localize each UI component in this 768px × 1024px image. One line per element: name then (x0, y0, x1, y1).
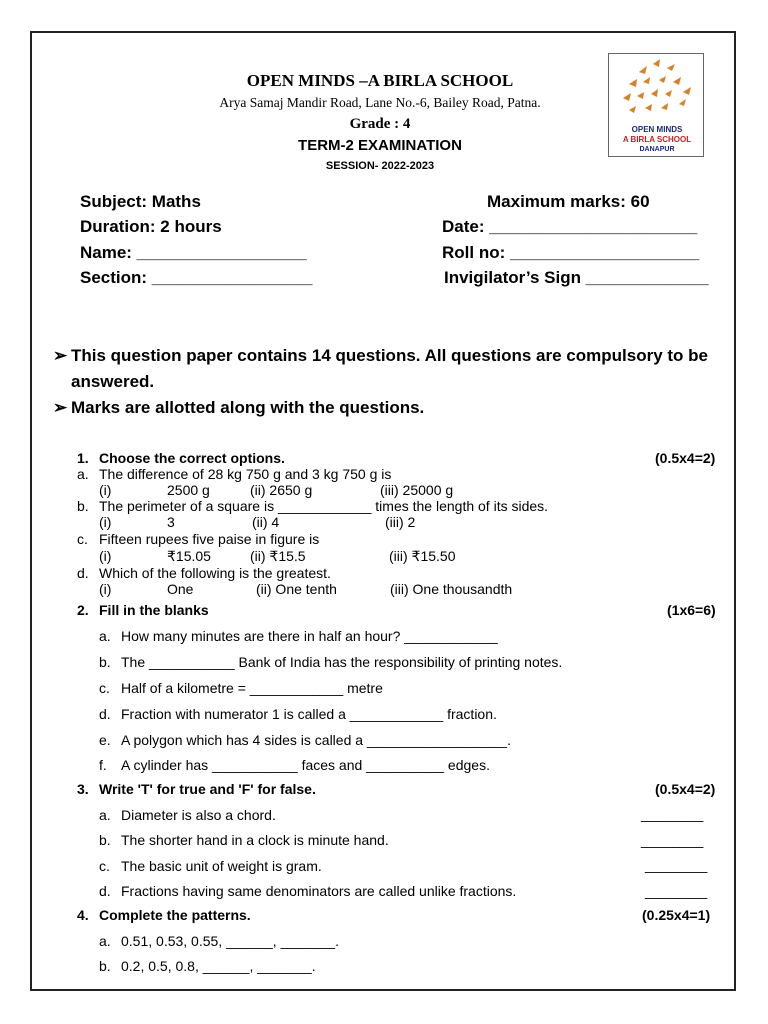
subject-field: Subject: Maths (80, 192, 201, 211)
q2c-text: Half of a kilometre = ____________ metre (121, 680, 383, 696)
q1d-opt-iii: (iii) One thousandth (390, 581, 513, 597)
q2e-text: A polygon which has 4 sides is called a __________________. (121, 732, 511, 748)
q1-title: Choose the correct options. (99, 450, 285, 466)
max-marks: Maximum marks: 60 (487, 192, 650, 211)
name-field: Name: __________________ (80, 243, 307, 262)
instruction-2: Marks are allotted along with the questions. (71, 398, 425, 417)
q2e-label: e. (99, 732, 111, 748)
q2b-text: The ___________ Bank of India has the responsibility of printing notes. (121, 654, 563, 670)
q3c-answer-blank: ________ (645, 857, 708, 873)
q1a-label: a. (77, 466, 89, 482)
q4-number: 4. (77, 907, 89, 923)
q4a-text: 0.51, 0.53, 0.55, ______, _______. (121, 933, 339, 949)
q1-number: 1. (77, 450, 89, 466)
q4a-label: a. (99, 933, 111, 949)
date-field: Date: ______________________ (442, 217, 698, 236)
q1b-opt-i: 3 (167, 514, 175, 530)
school-address: Arya Samaj Mandir Road, Lane No.-6, Bailey Road, Patna. (219, 95, 541, 110)
q2d-label: d. (99, 706, 111, 722)
school-name: OPEN MINDS –A BIRLA SCHOOL (246, 71, 514, 90)
q1b-opt-label: (i) (99, 514, 112, 530)
logo-text-birla: A BIRLA SCHOOL (622, 135, 692, 144)
q3c-text: The basic unit of weight is gram. (121, 858, 322, 874)
q3a-text: Diameter is also a chord. (121, 807, 276, 823)
q3d-answer-blank: ________ (645, 883, 708, 899)
q1a-opt-ii: (ii) 2650 g (250, 482, 313, 498)
q1c-opt-label: (i) (99, 548, 112, 564)
q3b-answer-blank: ________ (641, 832, 704, 848)
instruction-1: This question paper contains 14 questions. All questions are compulsory to be (71, 346, 708, 365)
grade: Grade : 4 (349, 116, 411, 132)
q1c-opt-iii: (iii) ₹15.50 (389, 548, 456, 564)
section-field: Section: _________________ (80, 268, 313, 287)
instruction-bullet-icon: ➢ (53, 346, 68, 365)
q2f-label: f. (99, 757, 107, 773)
instruction-1-cont: answered. (71, 372, 155, 391)
q3c-label: c. (99, 858, 110, 874)
q3-title: Write 'T' for true and 'F' for false. (99, 781, 316, 797)
q1c-label: c. (77, 531, 88, 547)
invigilator-sign-field: Invigilator’s Sign _____________ (444, 268, 709, 287)
school-logo (608, 53, 704, 157)
q3a-answer-blank: ________ (641, 806, 704, 822)
session: SESSION- 2022-2023 (325, 160, 435, 172)
q1d-opt-ii: (ii) One tenth (256, 581, 337, 597)
q2-number: 2. (77, 602, 89, 618)
q1c-text: Fifteen rupees five paise in figure is (99, 531, 320, 547)
duration-field: Duration: 2 hours (80, 217, 222, 236)
q2a-text: How many minutes are there in half an hour? ____________ (121, 628, 498, 644)
q2c-label: c. (99, 680, 110, 696)
q3d-text: Fractions having same denominators are called unlike fractions. (121, 883, 517, 899)
q1b-label: b. (77, 498, 89, 514)
q4-title: Complete the patterns. (99, 907, 251, 923)
q1c-opt-i: ₹15.05 (167, 548, 211, 564)
q1a-opt-label: (i) (99, 482, 112, 498)
q2b-label: b. (99, 654, 111, 670)
q1-marks: (0.5x4=2) (655, 450, 716, 466)
logo-text-open-minds: OPEN MINDS (631, 125, 683, 134)
q2a-label: a. (99, 628, 111, 644)
q1b-opt-iii: (iii) 2 (385, 514, 416, 530)
q1d-opt-label: (i) (99, 581, 112, 597)
q3-marks: (0.5x4=2) (655, 781, 716, 797)
q1b-text: The perimeter of a square is ____________ times the length of its sides. (99, 498, 549, 514)
q1a-opt-iii: (iii) 25000 g (380, 482, 454, 498)
q1c-opt-ii: (ii) ₹15.5 (250, 548, 306, 564)
logo-text-danapur: DANAPUR (639, 146, 675, 153)
q3b-text: The shorter hand in a clock is minute hand. (121, 832, 389, 848)
q3a-label: a. (99, 807, 111, 823)
exam-title: TERM-2 EXAMINATION (298, 137, 462, 154)
q1d-opt-i: One (167, 581, 194, 597)
q2f-text: A cylinder has ___________ faces and __________ edges. (121, 757, 490, 773)
q1a-opt-i: 2500 g (167, 482, 210, 498)
q4b-text: 0.2, 0.5, 0.8, ______, _______. (121, 958, 316, 974)
q1a-text: The difference of 28 kg 750 g and 3 kg 750 g is (99, 466, 392, 482)
logo-birds-icon (609, 54, 703, 124)
q3b-label: b. (99, 832, 111, 848)
q2d-text: Fraction with numerator 1 is called a ____________ fraction. (121, 706, 497, 722)
q2-marks: (1x6=6) (667, 602, 716, 618)
q1d-text: Which of the following is the greatest. (99, 565, 331, 581)
q3d-label: d. (99, 883, 111, 899)
instruction-bullet-icon: ➢ (53, 398, 68, 417)
q4-marks: (0.25x4=1) (642, 907, 711, 923)
q2-title: Fill in the blanks (99, 602, 209, 618)
q1b-opt-ii: (ii) 4 (252, 514, 280, 530)
roll-no-field: Roll no: ____________________ (442, 243, 700, 262)
q4b-label: b. (99, 958, 111, 974)
q1d-label: d. (77, 565, 89, 581)
q3-number: 3. (77, 781, 89, 797)
